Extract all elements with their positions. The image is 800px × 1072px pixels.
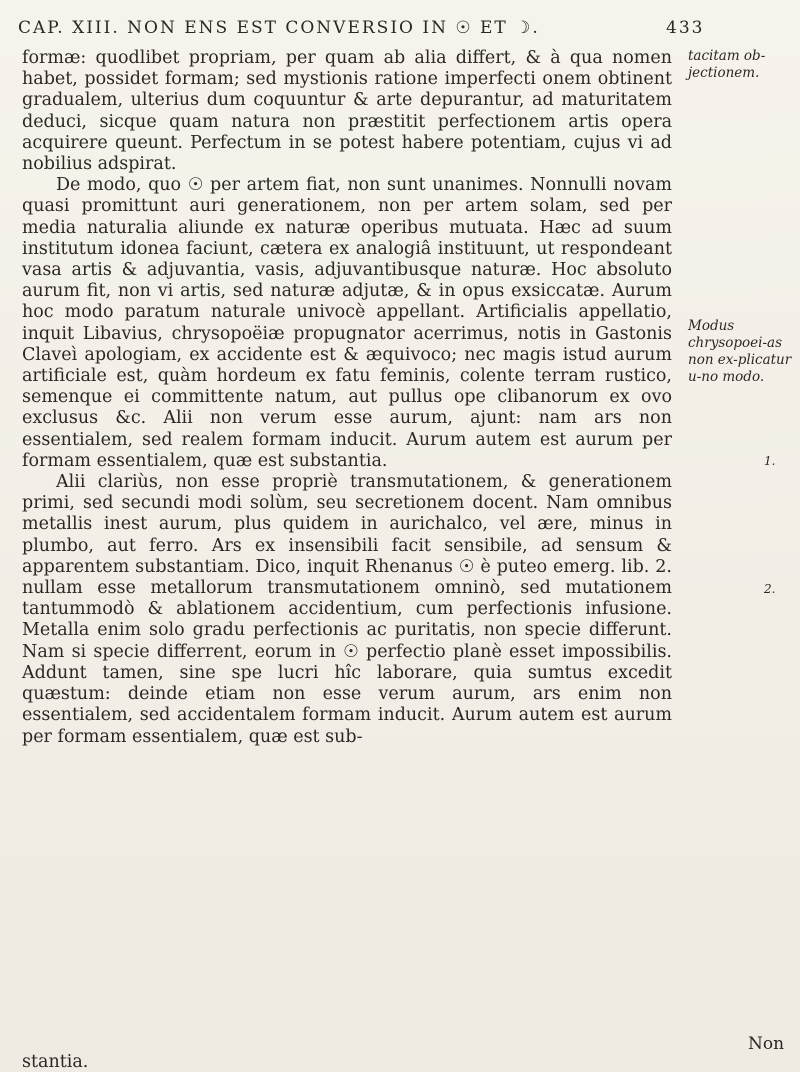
paragraph: De modo, quo ☉ per artem fiat, non sunt unanimes. Nonnulli novam quasi promittunt auri generationem, non per artem solam, sed per media naturalia aliunde ex naturæ operibus mutuata. Hæc ad suum institutum idonea faciunt, cætera ex analogiâ instituunt, ut respondeant vasa artis & adjuvantia, vasis, adjuvantibusque naturæ. Hoc absoluto aurum fit, non vi artis, sed naturæ adjutæ, & in opus exsiccatæ. Aurum hoc modo paratum naturale univocè appellant. Artificialis appellatio, inquit Libavius, chrysopoëiæ propugnator acerrimus, notis in Gastonis Claveì apologiam, ex accidente est & æquivoco; nec magis istud aurum artificiale est, quàm hordeum ex fatu feminis, colente terram rustico, semenque ei committente natum, aut pullus ope clibanorum ex ovo exclusus &c. Alii non verum esse aurum, ajunt: nam ars non essentialem, sed realem formam inducit. Aurum autem est aurum per formam essentialem, quæ est substantia.	[22, 175, 672, 471]
paragraph: Alii clariùs, non esse propriè transmutationem, & generationem primi, sed secundi modi solùm, seu secretionem docent. Nam omnibus metallis inest aurum, plus quidem in aurichalco, vel ære, minus in plumbo, aut ferro. Ars ex insensibili facit sensibile, ad sensum & apparentem substantiam. Dico, inquit Rhenanus ☉ è puteo emerg. lib. 2. nullam esse metallorum transmutationem omninò, sed mutationem tantummodò & ablationem accidentium, cum perfectionis infusione. Metalla enim solo gradu perfectionis ac puritatis, non specie differunt. Nam si specie differrent, eorum in ☉ perfectio planè esset impossibilis. Addunt tamen, sine spe lucri hîc laborare, quia sumtus excedit quæstum: deinde etiam non esse verum aurum, ars enim non essentialem, sed accidentalem formam inducit. Aurum autem est aurum per formam essentialem, quæ est sub-	[22, 472, 672, 747]
catchword: Non	[748, 1034, 785, 1054]
page-number: 433	[666, 18, 705, 38]
main-text	[22, 48, 672, 748]
margin-note: tacitam ob-jectionem.	[688, 48, 766, 81]
paragraph: formæ: quodlibet propriam, per quam ab alia differt, & à qua nomen habet, possidet formam; sed mystionis ratione imperfecti onem obtinent gradualem, ulterius dum coquuntur & arte depurantur, ad maturitatem deduci, sicque quam natura non præstitit perfectionem artis opera acquirere queunt. Perfectum in se potest habere potentiam, cujus vi ad nobilius adspirat.	[22, 48, 672, 175]
margin-number: 1.	[764, 454, 776, 468]
margin-number: 2.	[764, 582, 776, 596]
running-head-text: CAP. XIII. NON ENS EST CONVERSIO IN ☉ ET ☽.	[18, 18, 540, 38]
margin-note: Modus chrysopoei-as non ex-plicatur u-no modo.	[688, 318, 792, 385]
running-head	[18, 18, 738, 38]
last-line: stantia.	[22, 1052, 89, 1072]
